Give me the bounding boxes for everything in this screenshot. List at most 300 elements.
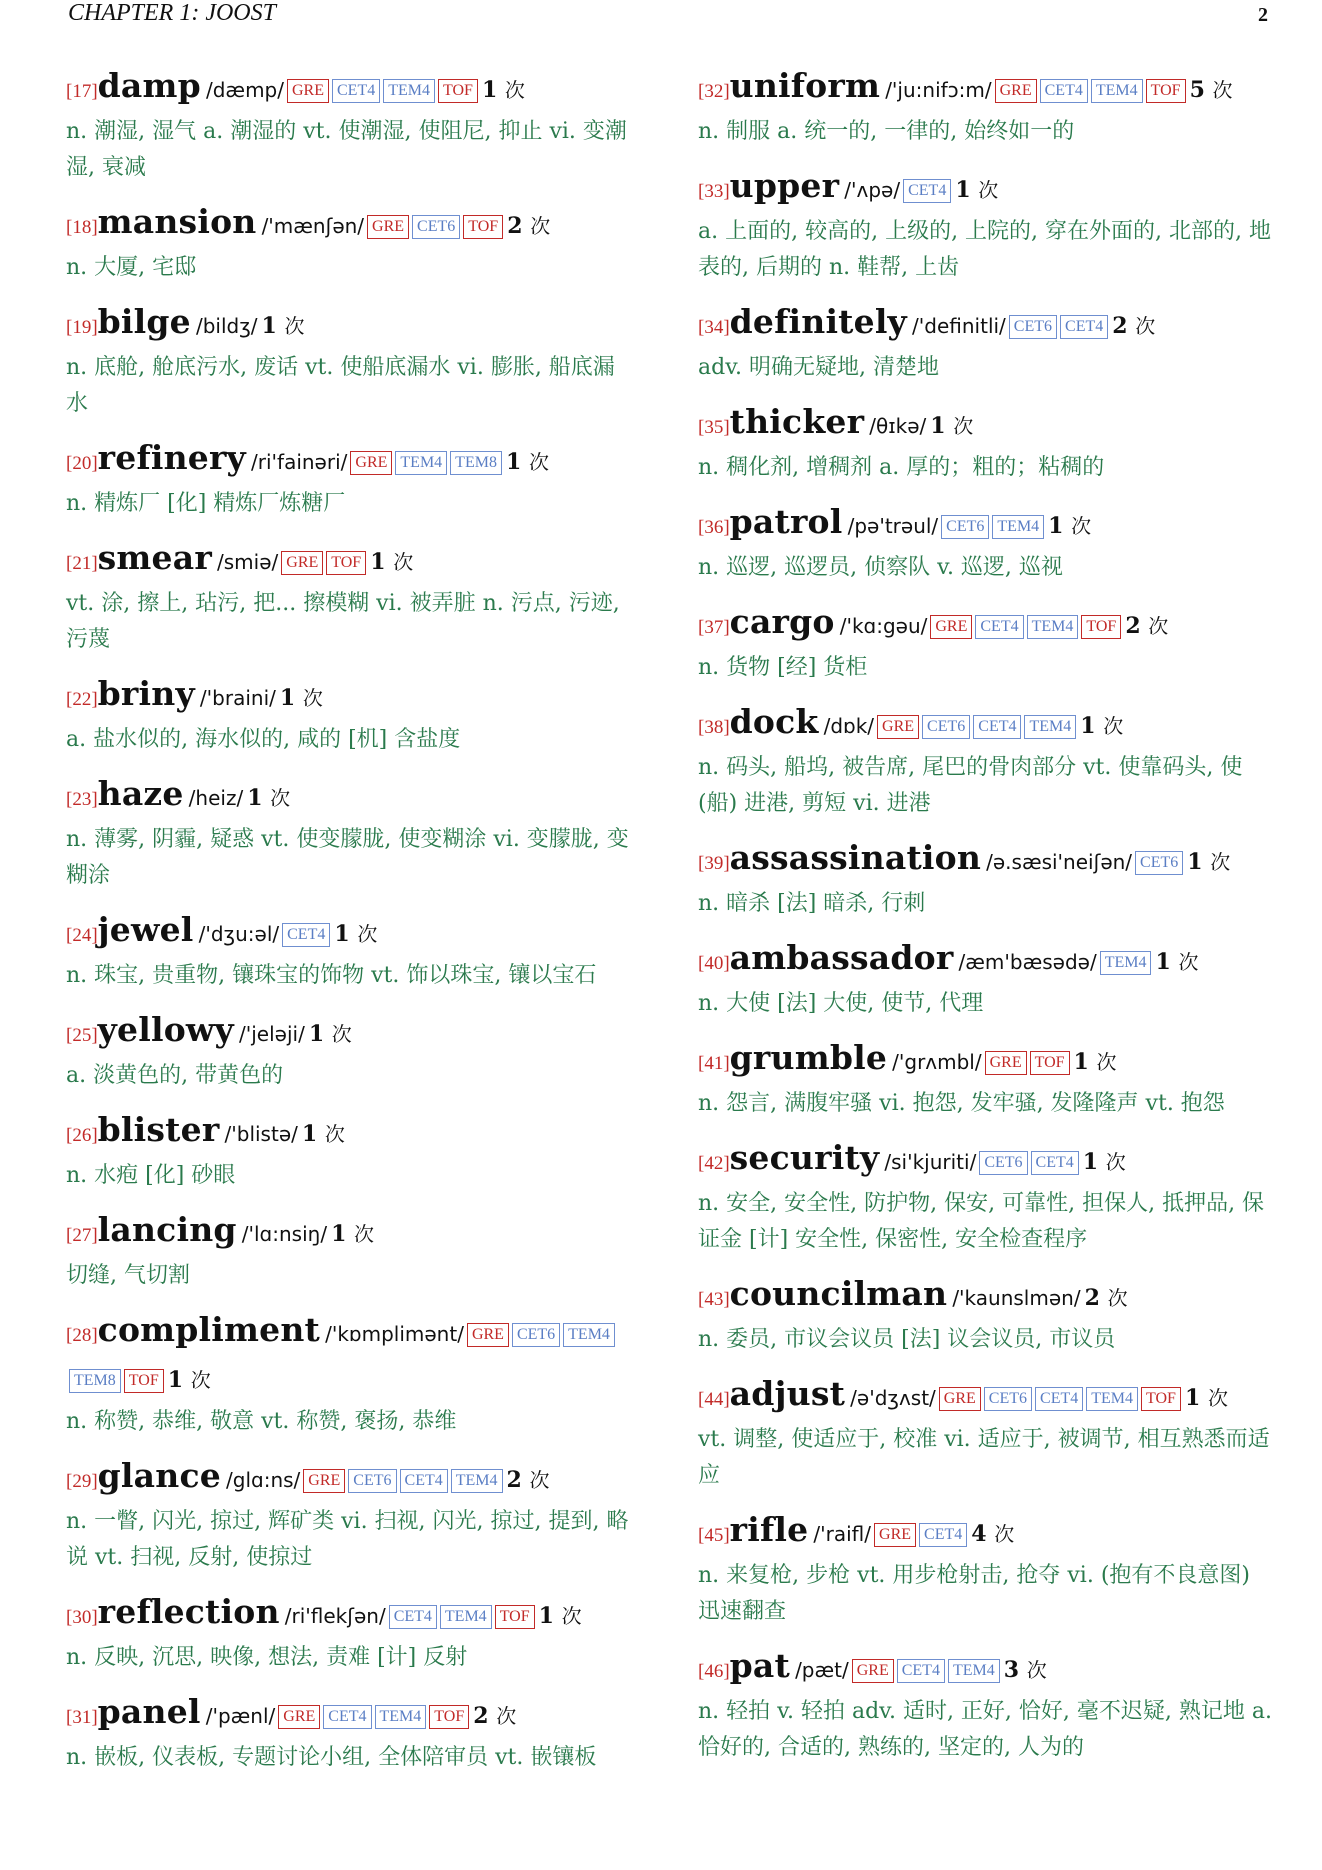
occurrence-count [247, 785, 290, 811]
headword: assassination [729, 838, 982, 877]
exam-tag: CET4 [919, 1523, 967, 1547]
count-unit: 次 [504, 78, 525, 102]
exam-tag: CET4 [1031, 1151, 1079, 1175]
definition: a. 盐水似的, 海水似的, 咸的 [机] 含盐度 [66, 727, 461, 752]
entry-index: [17] [66, 81, 98, 102]
word-entry [66, 536, 636, 658]
word-entry [66, 1690, 636, 1776]
exam-tag: TOF [1030, 1051, 1070, 1075]
definition: n. 稠化剂, 增稠剂 a. 厚的；粗的；粘稠的 [698, 455, 1105, 480]
headword: compliment [97, 1310, 320, 1349]
phonetic: /'ju:nifɔ:m/ [885, 78, 992, 102]
count-number: 1 [1048, 513, 1064, 539]
entry-index: [39] [698, 853, 730, 874]
definition: n. 安全, 安全性, 防护物, 保安, 可靠性, 担保人, 抵押品, 保证金 [计] 安全性, 保密性, 安全检查程序 [698, 1191, 1265, 1252]
exam-tag: CET4 [897, 1659, 945, 1683]
phonetic: /'braini/ [199, 686, 276, 710]
word-entry [698, 1508, 1278, 1630]
headword: bilge [97, 302, 191, 341]
definition: vt. 调整, 使适应于, 校准 vi. 适应于, 被调节, 相互熟悉而适应 [698, 1427, 1270, 1488]
count-number: 1 [481, 77, 498, 103]
headword: grumble [729, 1038, 888, 1077]
exam-tag: TEM4 [395, 451, 447, 475]
entry-index: [42] [698, 1153, 730, 1174]
definition: 切缝, 气切割 [66, 1263, 190, 1288]
definition: n. 轻拍 v. 轻拍 adv. 适时, 正好, 恰好, 毫不迟疑, 熟记地 a. 恰好的, 合适的, 熟练的, 坚定的, 人为的 [698, 1699, 1272, 1760]
count-number: 1 [261, 313, 277, 339]
phonetic: /ri'fainəri/ [251, 450, 348, 474]
count-number: 2 [1112, 313, 1128, 339]
count-number: 1 [334, 921, 350, 947]
phonetic: /dæmp/ [206, 78, 284, 102]
exam-tag: CET6 [922, 715, 970, 739]
occurrence-count [1190, 77, 1233, 103]
entry-index: [26] [66, 1125, 98, 1146]
headword: glance [97, 1456, 221, 1495]
entry-index: [23] [66, 789, 98, 810]
phonetic: /heiz/ [188, 786, 244, 810]
exam-tag: GRE [303, 1469, 345, 1493]
count-number: 1 [955, 177, 971, 203]
exam-tag: CET4 [282, 923, 330, 947]
exam-tag: CET6 [512, 1323, 560, 1347]
entry-headline [66, 300, 636, 350]
entry-headline [66, 536, 636, 586]
definition: n. 珠宝, 贵重物, 镶珠宝的饰物 vt. 饰以珠宝, 镶以宝石 [66, 963, 597, 988]
word-entry [698, 936, 1278, 1022]
exam-tag: TOF [495, 1605, 535, 1629]
entry-headline [66, 200, 636, 250]
definition: n. 水疱 [化] 砂眼 [66, 1163, 236, 1188]
headword: damp [97, 66, 201, 105]
exam-tag: GRE [287, 79, 329, 103]
occurrence-count [262, 313, 305, 339]
entry-index: [32] [698, 81, 730, 102]
phonetic: /glɑ:ns/ [226, 1468, 301, 1492]
phonetic: /'ʌpə/ [844, 178, 901, 202]
word-entry [66, 908, 636, 994]
occurrence-count [1083, 1149, 1126, 1175]
entry-index: [38] [698, 717, 730, 738]
entry-index: [34] [698, 317, 730, 338]
headword: mansion [97, 202, 257, 241]
word-entry [698, 1036, 1278, 1122]
entry-headline [66, 1208, 636, 1258]
entry-index: [43] [698, 1289, 730, 1310]
exam-tag: TEM4 [1100, 951, 1152, 975]
word-entry [698, 700, 1278, 822]
occurrence-count [1080, 713, 1123, 739]
exam-tag: GRE [278, 1705, 320, 1729]
entry-headline [698, 1136, 1278, 1186]
word-entry [66, 64, 636, 186]
definition: n. 怨言, 满腹牢骚 vi. 抱怨, 发牢骚, 发隆隆声 vt. 抱怨 [698, 1091, 1225, 1116]
exam-tag: TEM4 [992, 515, 1044, 539]
entry-index: [29] [66, 1471, 98, 1492]
definition: n. 薄雾, 阴霾, 疑惑 vt. 使变朦胧, 使变糊涂 vi. 变朦胧, 变糊涂 [66, 827, 629, 888]
page-number: 2 [1258, 4, 1268, 26]
entry-headline [698, 64, 1278, 114]
exam-tag: GRE [367, 215, 409, 239]
count-unit: 次 [393, 550, 414, 574]
entry-headline [66, 772, 636, 822]
entry-index: [28] [66, 1325, 98, 1346]
entry-headline [66, 64, 636, 114]
word-entry [66, 300, 636, 422]
headword: rifle [729, 1510, 809, 1549]
phonetic: /bildʒ/ [195, 314, 258, 338]
exam-tag: TEM4 [440, 1605, 492, 1629]
entry-headline [698, 1372, 1278, 1422]
entry-headline [698, 300, 1278, 350]
entry-index: [46] [698, 1661, 730, 1682]
occurrence-count [971, 1521, 1014, 1547]
count-unit: 次 [1071, 514, 1092, 538]
count-unit: 次 [529, 1468, 550, 1492]
count-unit: 次 [1026, 1658, 1047, 1682]
exam-tag: CET6 [412, 215, 460, 239]
entry-headline [66, 908, 636, 958]
count-number: 2 [1125, 613, 1141, 639]
exam-tag: CET4 [389, 1605, 437, 1629]
occurrence-count [302, 1121, 345, 1147]
definition: n. 暗杀 [法] 暗杀, 行刺 [698, 891, 926, 916]
count-number: 1 [167, 1367, 184, 1393]
word-entry [698, 64, 1278, 150]
word-entry [66, 772, 636, 894]
count-unit: 次 [528, 450, 549, 474]
occurrence-count [506, 449, 549, 475]
headword: security [729, 1138, 880, 1177]
page-header [68, 0, 1268, 28]
entry-index: [37] [698, 617, 730, 638]
phonetic: /θɪkə/ [869, 414, 927, 438]
occurrence-count [482, 77, 525, 103]
occurrence-count [331, 1221, 374, 1247]
headword: thicker [729, 402, 865, 441]
exam-tag: GRE [877, 715, 919, 739]
exam-tag: TEM4 [451, 1469, 503, 1493]
exam-tag: GRE [350, 451, 392, 475]
exam-tag: TOF [124, 1369, 164, 1393]
definition: n. 大使 [法] 大使, 使节, 代理 [698, 991, 984, 1016]
definition: n. 嵌板, 仪表板, 专题讨论小组, 全体陪审员 vt. 嵌镶板 [66, 1745, 597, 1770]
exam-tag: CET6 [1135, 851, 1183, 875]
count-number: 2 [1084, 1285, 1100, 1311]
occurrence-count [955, 177, 998, 203]
entry-index: [36] [698, 517, 730, 538]
phonetic: /pə'trəul/ [847, 514, 939, 538]
word-entry [66, 1008, 636, 1094]
headword: jewel [97, 910, 194, 949]
count-unit: 次 [1105, 1150, 1126, 1174]
definition: n. 底舱, 舱底污水, 废话 vt. 使船底漏水 vi. 膨胀, 船底漏水 [66, 355, 615, 416]
exam-tag: GRE [939, 1387, 981, 1411]
headword: briny [97, 674, 195, 713]
definition: n. 大厦, 宅邸 [66, 255, 197, 280]
entry-headline [66, 1454, 636, 1504]
headword: blister [97, 1110, 220, 1149]
count-unit: 次 [1107, 1286, 1128, 1310]
word-entry [66, 200, 636, 286]
definition: n. 精炼厂 [化] 精炼厂炼糖厂 [66, 491, 346, 516]
definition: n. 称赞, 恭维, 敬意 vt. 称赞, 褒扬, 恭维 [66, 1409, 457, 1434]
count-number: 5 [1189, 77, 1205, 103]
headword: lancing [97, 1210, 237, 1249]
definition: n. 制服 a. 统一的, 一律的, 始终如一的 [698, 119, 1075, 144]
word-entry [698, 500, 1278, 586]
count-number: 1 [930, 413, 946, 439]
word-entry [66, 1590, 636, 1676]
entry-headline [698, 164, 1278, 214]
exam-tag: TEM8 [450, 451, 502, 475]
count-number: 1 [1184, 1385, 1201, 1411]
definition: n. 反映, 沉思, 映像, 想法, 责难 [计] 反射 [66, 1645, 468, 1670]
entry-index: [30] [66, 1607, 98, 1628]
phonetic: /'dʒu:əl/ [198, 922, 280, 946]
exam-tag: TEM8 [69, 1369, 121, 1393]
exam-tag: TEM4 [563, 1323, 615, 1347]
count-number: 2 [507, 213, 523, 239]
entry-headline [66, 1690, 636, 1740]
phonetic: /'lɑ:nsiŋ/ [241, 1222, 328, 1246]
left-column [66, 64, 636, 1790]
entry-headline [698, 1036, 1278, 1086]
count-unit: 次 [1103, 714, 1124, 738]
count-unit: 次 [331, 1022, 352, 1046]
count-unit: 次 [1135, 314, 1156, 338]
exam-tag: TEM4 [1086, 1387, 1138, 1411]
phonetic: /'raifl/ [813, 1522, 872, 1546]
exam-tag: CET4 [1060, 315, 1108, 339]
headword: councilman [729, 1274, 948, 1313]
exam-tag: TEM4 [1091, 79, 1143, 103]
occurrence-count [1004, 1657, 1047, 1683]
headword: definitely [729, 302, 907, 341]
definition: n. 潮湿, 湿气 a. 潮湿的 vt. 使潮湿, 使阻尼, 抑止 vi. 变潮湿, 衰减 [66, 119, 627, 180]
right-column [698, 64, 1278, 1780]
phonetic: /ə.sæsi'neiʃən/ [986, 850, 1133, 874]
entry-index: [45] [698, 1525, 730, 1546]
entry-index: [33] [698, 181, 730, 202]
exam-tag: CET6 [348, 1469, 396, 1493]
phonetic: /smiə/ [217, 550, 279, 574]
count-unit: 次 [1096, 1050, 1117, 1074]
exam-tag: TEM4 [1024, 715, 1076, 739]
headword: cargo [729, 602, 835, 641]
phonetic: /'pænl/ [205, 1704, 276, 1728]
count-unit: 次 [978, 178, 999, 202]
definition: adv. 明确无疑地, 清楚地 [698, 355, 939, 380]
exam-tag: CET4 [903, 179, 951, 203]
exam-tag: GRE [995, 79, 1037, 103]
occurrence-count [507, 1467, 550, 1493]
exam-tag: GRE [281, 551, 323, 575]
count-unit: 次 [530, 214, 551, 238]
phonetic: /'kɑ:gəu/ [839, 614, 928, 638]
word-entry [66, 1108, 636, 1194]
headword: uniform [729, 66, 881, 105]
entry-index: [44] [698, 1389, 730, 1410]
headword: ambassador [729, 938, 954, 977]
exam-tag: CET4 [973, 715, 1021, 739]
exam-tag: CET6 [941, 515, 989, 539]
count-unit: 次 [561, 1604, 582, 1628]
entry-index: [40] [698, 953, 730, 974]
count-unit: 次 [1178, 950, 1199, 974]
count-unit: 次 [302, 686, 323, 710]
entry-headline [698, 400, 1278, 450]
entry-headline [698, 1272, 1278, 1322]
definition: n. 货物 [经] 货柜 [698, 655, 868, 680]
entry-index: [25] [66, 1025, 98, 1046]
exam-tag: GRE [467, 1323, 509, 1347]
word-entry [698, 1136, 1278, 1258]
occurrence-count [370, 549, 413, 575]
entry-headline [66, 1108, 636, 1158]
entry-index: [31] [66, 1707, 98, 1728]
entry-headline [698, 1644, 1278, 1694]
word-entry [698, 600, 1278, 686]
exam-tag: GRE [985, 1051, 1027, 1075]
occurrence-count [168, 1367, 211, 1393]
occurrence-count [1187, 849, 1230, 875]
count-number: 1 [247, 785, 263, 811]
headword: adjust [729, 1374, 846, 1413]
count-unit: 次 [1148, 614, 1169, 638]
headword: dock [729, 702, 819, 741]
count-number: 1 [1082, 1149, 1099, 1175]
headword: reflection [97, 1592, 280, 1631]
occurrence-count [1074, 1049, 1117, 1075]
count-number: 2 [473, 1703, 489, 1729]
phonetic: /ə'dʒʌst/ [850, 1386, 936, 1410]
count-unit: 次 [1207, 1386, 1228, 1410]
entry-headline [698, 500, 1278, 550]
entry-headline [66, 1308, 636, 1404]
exam-tag: CET6 [979, 1151, 1027, 1175]
headword: smear [97, 538, 212, 577]
word-entry [698, 1644, 1278, 1766]
exam-tag: GRE [874, 1523, 916, 1547]
entry-headline [698, 836, 1278, 886]
entry-index: [41] [698, 1053, 730, 1074]
entry-headline [698, 936, 1278, 986]
exam-tag: GRE [930, 615, 972, 639]
occurrence-count [539, 1603, 582, 1629]
count-number: 1 [331, 1221, 347, 1247]
count-number: 2 [506, 1467, 522, 1493]
entry-index: [24] [66, 925, 98, 946]
definition: a. 淡黄色的, 带黄色的 [66, 1063, 284, 1088]
word-entry [698, 400, 1278, 486]
exam-tag: GRE [852, 1659, 894, 1683]
exam-tag: CET6 [984, 1387, 1032, 1411]
headword: refinery [97, 438, 246, 477]
phonetic: /pæt/ [795, 1658, 849, 1682]
definition: n. 码头, 船坞, 被告席, 尾巴的骨肉部分 vt. 使靠码头, 使 (船) 进港, 剪短 vi. 进港 [698, 755, 1243, 816]
definition: n. 来复枪, 步枪 vt. 用步枪射击, 抢夺 vi. (抱有不良意图) 迅速翻查 [698, 1563, 1250, 1624]
phonetic: /'blistə/ [224, 1122, 298, 1146]
phonetic: /'definitli/ [912, 314, 1006, 338]
word-entry [66, 1454, 636, 1576]
exam-tag: CET4 [323, 1705, 371, 1729]
count-unit: 次 [357, 922, 378, 946]
entry-headline [698, 700, 1278, 750]
exam-tag: CET4 [400, 1469, 448, 1493]
entry-headline [698, 600, 1278, 650]
word-entry [698, 1372, 1278, 1494]
exam-tag: TEM4 [948, 1659, 1000, 1683]
definition: a. 上面的, 较高的, 上级的, 上院的, 穿在外面的, 北部的, 地表的, 后期的 n. 鞋帮, 上齿 [698, 219, 1272, 280]
occurrence-count [280, 685, 323, 711]
occurrence-count [507, 213, 550, 239]
occurrence-count [1085, 1285, 1128, 1311]
exam-tag: CET4 [332, 79, 380, 103]
count-number: 1 [1080, 713, 1096, 739]
count-number: 1 [1155, 949, 1171, 975]
count-number: 3 [1003, 1657, 1020, 1683]
phonetic: /ri'flekʃən/ [284, 1604, 386, 1628]
exam-tag: TEM4 [375, 1705, 427, 1729]
count-unit: 次 [994, 1522, 1015, 1546]
chapter-title: CHAPTER 1: JOOST [68, 0, 276, 26]
phonetic: /æm'bæsədə/ [958, 950, 1097, 974]
exam-tag: TOF [1146, 79, 1186, 103]
phonetic: /'kaunslmən/ [952, 1286, 1081, 1310]
entry-index: [18] [66, 217, 98, 238]
headword: pat [729, 1646, 790, 1685]
count-number: 1 [301, 1121, 318, 1147]
entry-headline [698, 1508, 1278, 1558]
exam-tag: TEM4 [383, 79, 435, 103]
count-unit: 次 [496, 1704, 517, 1728]
count-number: 1 [279, 685, 296, 711]
entry-index: [20] [66, 453, 98, 474]
count-unit: 次 [953, 414, 974, 438]
count-unit: 次 [354, 1222, 375, 1246]
exam-tag: TOF [429, 1705, 469, 1729]
exam-tag: TOF [463, 215, 503, 239]
word-entry [698, 164, 1278, 286]
headword: patrol [729, 502, 843, 541]
entry-headline [66, 1590, 636, 1640]
count-unit: 次 [324, 1122, 345, 1146]
exam-tag: TOF [1141, 1387, 1181, 1411]
headword: upper [729, 166, 840, 205]
entry-index: [27] [66, 1225, 98, 1246]
occurrence-count [1155, 949, 1198, 975]
phonetic: /'mænʃən/ [261, 214, 365, 238]
exam-tag: CET4 [1035, 1387, 1083, 1411]
occurrence-count [473, 1703, 516, 1729]
occurrence-count [334, 921, 377, 947]
count-unit: 次 [190, 1368, 211, 1392]
exam-tag: CET4 [1040, 79, 1088, 103]
occurrence-count [309, 1021, 352, 1047]
exam-tag: CET6 [1009, 315, 1057, 339]
count-unit: 次 [1212, 78, 1233, 102]
entry-index: [35] [698, 417, 730, 438]
definition: n. 巡逻, 巡逻员, 侦察队 v. 巡逻, 巡视 [698, 555, 1063, 580]
occurrence-count [1048, 513, 1091, 539]
entry-index: [22] [66, 689, 98, 710]
word-entry [66, 672, 636, 758]
definition: vt. 涂, 擦上, 玷污, 把... 擦模糊 vi. 被弄脏 n. 污点, 污迹, 污蔑 [66, 591, 620, 652]
phonetic: /'kɒmplimənt/ [325, 1322, 464, 1346]
exam-tag: TOF [326, 551, 366, 575]
count-number: 1 [308, 1021, 325, 1047]
